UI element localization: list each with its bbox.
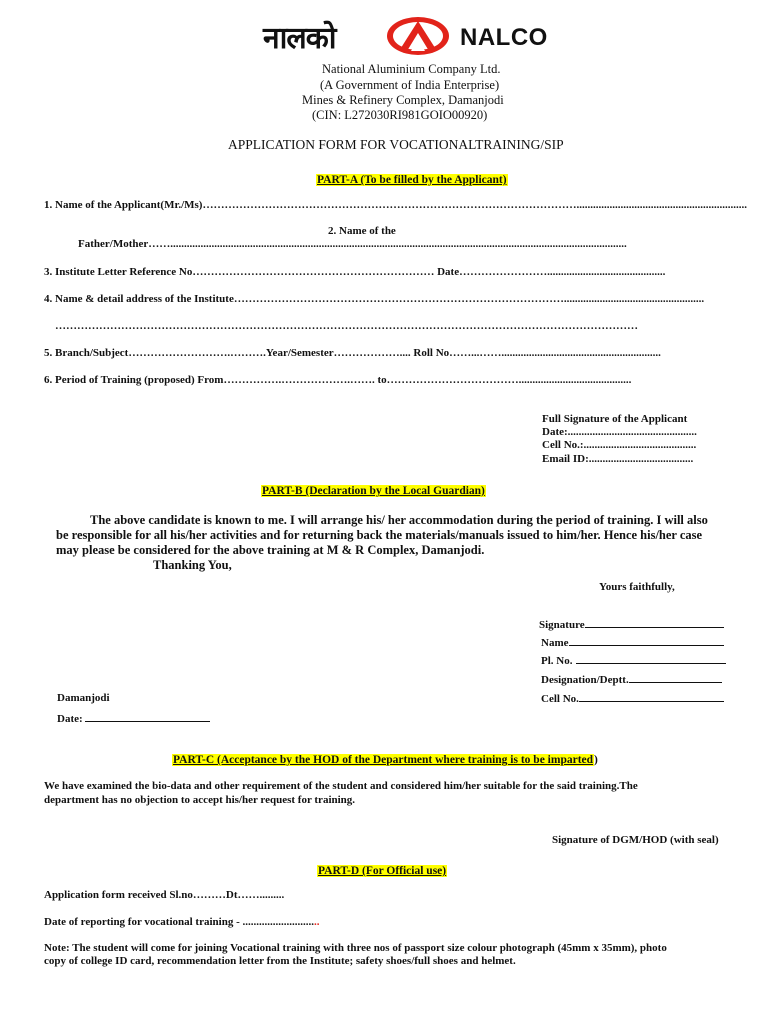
- guardian-designation-field[interactable]: [541, 673, 722, 686]
- guardian-plno-field[interactable]: [541, 654, 726, 667]
- applicant-date-field[interactable]: Date:...............................................: [542, 426, 697, 438]
- part-a-heading-text: PART-A (To be filled by the Applicant): [317, 174, 507, 186]
- part-b-heading-text: PART-B (Declaration by the Local Guardian): [262, 485, 485, 497]
- company-name: National Aluminium Company Ltd.: [322, 62, 501, 76]
- company-cin: (CIN: L272030RI981GOIO00920): [312, 108, 488, 122]
- reporting-date-red-dots: ..: [313, 916, 320, 928]
- hod-signature-label: Signature of DGM/HOD (with seal): [552, 834, 719, 846]
- applicant-cell-field[interactable]: Cell No.:.........................................: [542, 439, 697, 451]
- applicant-name-field[interactable]: 1. Name of the Applicant(Mr./Ms)…………………………………………………………………………………………..............................................................: [44, 199, 747, 211]
- form-title: APPLICATION FORM FOR VOCATIONALTRAINING/SIP: [228, 137, 564, 152]
- branch-year-roll-field[interactable]: 5. Branch/Subject……………………….……….Year/Semester……………….... Roll No……...……..........................................................: [44, 347, 661, 359]
- part-c-heading-text: PART-C (Acceptance by the HOD of the Department where training is to be imparted: [173, 754, 594, 766]
- nalco-logo-icon: [385, 15, 451, 57]
- guardian-date-field[interactable]: [57, 712, 210, 725]
- guardian-name-label: Name: [541, 637, 569, 649]
- applicant-signature-label: Full Signature of the Applicant: [542, 413, 688, 425]
- thanking-text: Thanking You,: [153, 558, 232, 572]
- guardian-designation-label: Designation/Deptt.: [541, 674, 629, 686]
- institute-address-continuation[interactable]: ……………………………………………………………………………………………………………………………………………: [55, 320, 638, 332]
- application-received-field[interactable]: Application form received Sl.no………Dt…….........: [44, 889, 285, 901]
- hod-acceptance-line-2: department has no objection to accept his/her request for training.: [44, 794, 356, 806]
- hod-acceptance-line-1: We have examined the bio-data and other requirement of the student and considered him/her suitable for the said training.The: [44, 780, 638, 792]
- part-d-heading-text: PART-D (For Official use): [318, 865, 447, 877]
- declaration-line-1: The above candidate is known to me. I will arrange his/ her accommodation during the period of training. I will also: [90, 513, 708, 527]
- father-mother-field[interactable]: Father/Mother……......................................................................................................................................................................: [78, 238, 627, 250]
- official-note-line-2: copy of college ID card, recommendation letter from the Institute; safety shoes/full shoes and helmet.: [44, 955, 516, 967]
- reporting-date-field[interactable]: [44, 916, 319, 928]
- company-address: Mines & Refinery Complex, Damanjodi: [302, 93, 504, 107]
- guardian-plno-label: Pl. No.: [541, 655, 573, 667]
- training-period-field[interactable]: 6. Period of Training (proposed) From…………….……………….……. to……………………………….........................................: [44, 374, 632, 386]
- official-note-line-1: Note: The student will come for joining Vocational training with three nos of passport size colour photograph (45mm x 35mm), photo: [44, 942, 667, 954]
- part-d-heading: [317, 861, 447, 879]
- company-subtitle: (A Government of India Enterprise): [320, 78, 500, 92]
- part-a-heading: [316, 170, 508, 188]
- guardian-cell-label: Cell No.: [541, 693, 579, 705]
- place-label: Damanjodi: [57, 692, 110, 704]
- institute-reference-field[interactable]: 3. Institute Letter Reference No………………………………………………………… Date……………………...........................................: [44, 266, 666, 278]
- yours-faithfully-text: Yours faithfully,: [599, 581, 675, 593]
- declaration-line-3: may please be considered for the above training at M & R Complex, Damanjodi.: [56, 543, 485, 557]
- logo-english-text: NALCO: [460, 24, 548, 51]
- logo-hindi-text: नालको: [263, 21, 336, 56]
- father-mother-label: 2. Name of the: [328, 225, 396, 237]
- guardian-signature-field[interactable]: [539, 618, 724, 631]
- guardian-date-label: Date:: [57, 713, 83, 725]
- guardian-name-field[interactable]: [541, 636, 724, 649]
- guardian-signature-label: Signature: [539, 619, 585, 631]
- applicant-email-field[interactable]: Email ID:......................................: [542, 453, 694, 465]
- part-c-heading-close: ): [594, 754, 598, 766]
- reporting-date-label: Date of reporting for vocational training - ..........................: [44, 916, 314, 928]
- part-b-heading: [261, 481, 486, 499]
- institute-address-field[interactable]: 4. Name & detail address of the Institute………………………………………………………………………………...................................................: [44, 293, 705, 305]
- declaration-line-2: be responsible for all his/her activities and for returning back the materials/manuals issued to him/her. Hence his/her case: [56, 528, 703, 542]
- part-c-heading: [172, 750, 598, 768]
- guardian-cell-field[interactable]: [541, 692, 724, 705]
